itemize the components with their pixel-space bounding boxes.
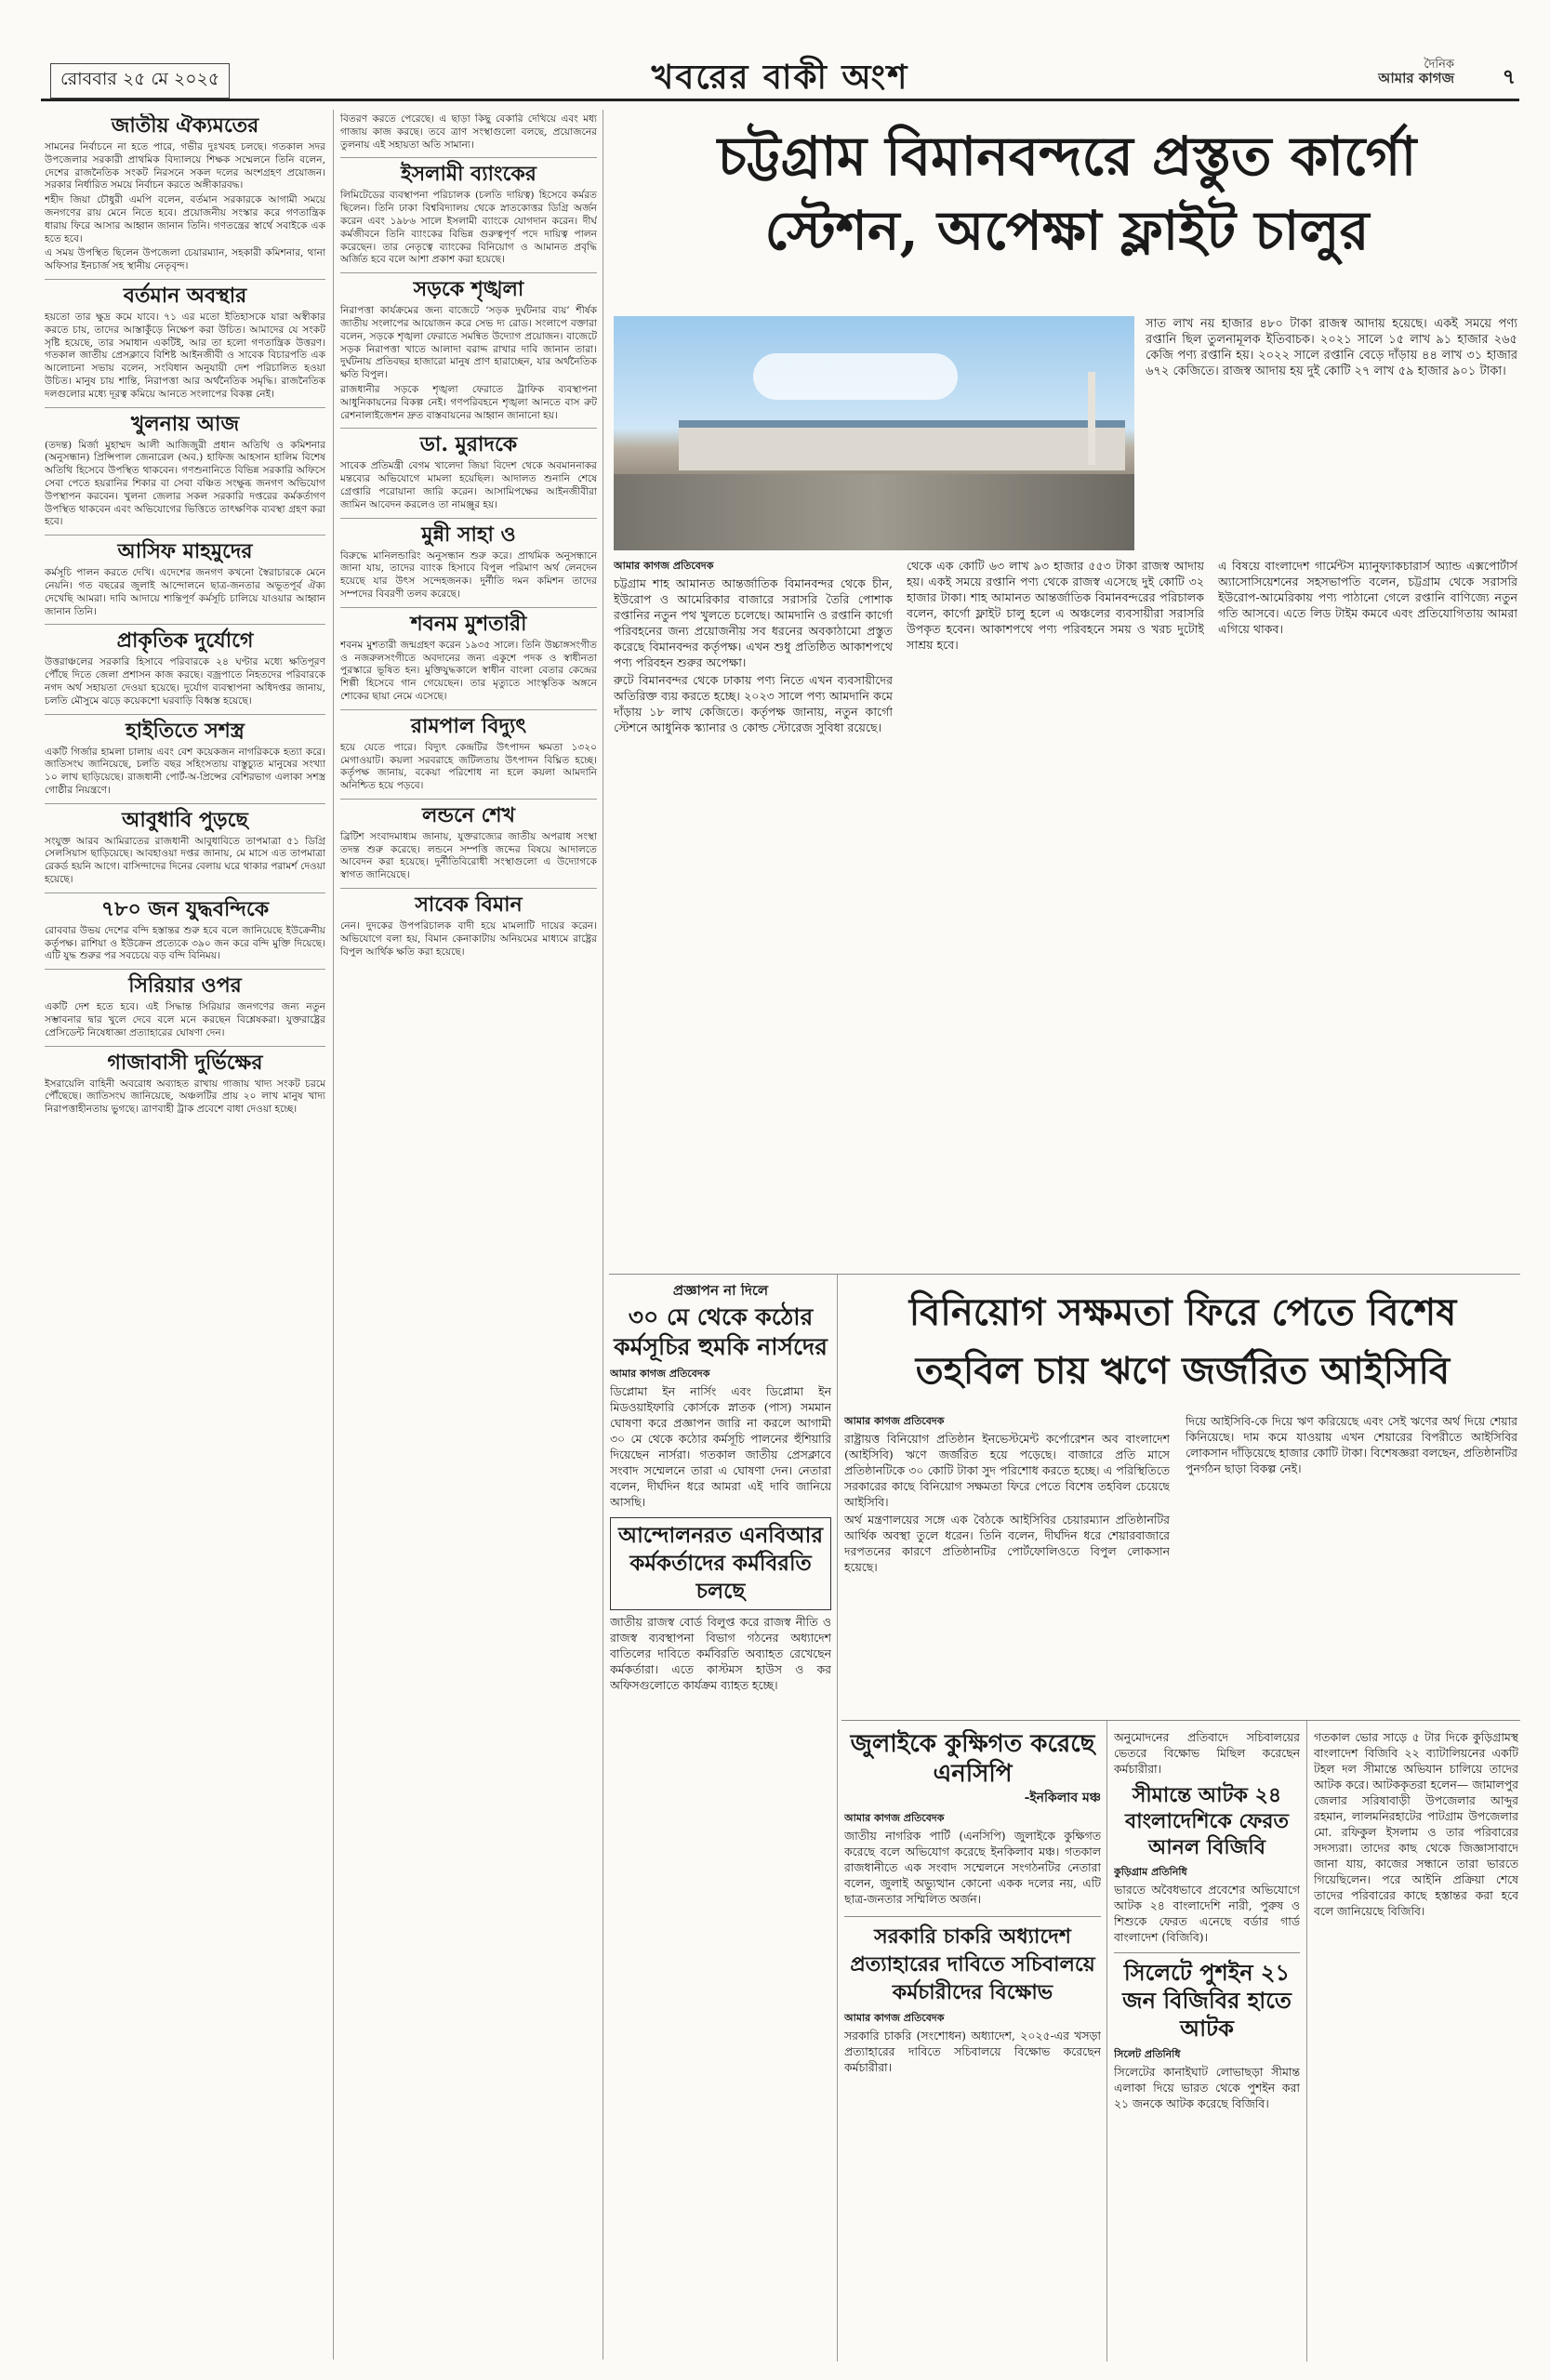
article-text: চট্টগ্রাম শাহ আমানত আন্তর্জাতিক বিমানবন্দর থেকে চীন, ইউরোপ ও আমেরিকার বাজারে সরাসরি তৈরি পোশাক রপ্তানির নতুন পথ খুলতে চলেছে। আমদানি ও রপ্তানি কার্গো পরিবহনের জন্য প্রয়োজনীয় সব ধরনের অবকাঠামো প্রস্তুত করেছে বিমানবন্দর কর্তৃপক্ষ। এখন শুধু প্রতিষ্ঠিত আকাশপথে পণ্য পরিবহন শুরুর অপেক্ষা। bbox=[614, 576, 893, 669]
article-text: নেন। দুদকের উপপরিচালক বাদী হয়ে মামলাটি দায়ের করেন। অভিযোগে বলা হয়, বিমান কেনাকাটায় অনিয়মের মাধ্যমে রাষ্ট্রের বিপুল আর্থিক ক্ষতি করা হয়েছে। bbox=[340, 920, 597, 958]
headline: বর্তমান অবস্থার bbox=[45, 279, 325, 308]
icb-headline-line-1: বিনিয়োগ সক্ষমতা ফিরে পেতে বিশেষ bbox=[908, 1290, 1457, 1334]
article-text: সরকারি চাকরি (সংশোধন) অধ্যাদেশ, ২০২৫-এর খসড়া প্রত্যাহারের দাবিতে সচিবালয়ে বিক্ষোভ করেছেন কর্মচারীরা। bbox=[844, 2029, 1101, 2074]
column-1 bbox=[45, 113, 325, 2354]
page-header bbox=[41, 48, 1519, 101]
column-rule bbox=[1106, 1720, 1107, 2361]
article-text: গতকাল ভোর সাড়ে ৫ টার দিকে কুড়িগ্রামস্থ বাংলাদেশ বিজিবি ২২ ব্যাটালিয়নের একটি টহল দল সীমান্তে অভিযান চালিয়ে তাদের আটক করে। আটককৃতরা হলেন— জামালপুর জেলার সরিষাবাড়ী উপজেলার আব্দুর রহমান, লালমনিরহাটের পাটগ্রাম উপজেলার মো. রফিকুল ইসলাম ও তার পরিবারের সদস্যরা। তাদের কাছ থেকে জিজ্ঞাসাবাদে জানা যায়, কাজের সন্ধানে তারা ভারতে গিয়েছিলেন। পরে আইনি প্রক্রিয়া শেষে তাদের পরিবারের কাছে হস্তান্তর করা হবে বলে জানিয়েছে বিজিবি। bbox=[1314, 1730, 1518, 1918]
column-rule bbox=[1306, 1720, 1307, 2361]
article-text: সামনের নির্বাচনে না হতে পারে, গভীর দুঃখবহ চলছে। গতকাল সদর উপজেলার সরকারী প্রাথমিক বিদ্যালয়ে শিক্ষক সম্মেলনে তিনি বলেন, দেশের রাজনৈতিক সংকট নিরসনে সকল দলের অংশগ্রহণ প্রয়োজন। সরকার নির্ধারিত সময়ে নির্বাচন করতে অঙ্গীকারবদ্ধ। bbox=[45, 141, 325, 192]
cargo-text-b bbox=[907, 558, 1204, 1264]
article-text: কর্মসূচি পালন করতে দেখি। এদেশের জনগণ কখনো স্বৈরাচারকে মেনে নেয়নি। গত বছরের জুলাই আন্দোলনে ছাত্র-জনতার অভূতপূর্ব ঐক্য দেখেছি আমরা। দাবি আদায়ে শান্তিপূর্ণ কর্মসূচি চালিয়ে যাওয়ার আহ্বান জানান তিনি। bbox=[45, 567, 325, 617]
section-title: খবরের বাকী অংশ bbox=[651, 58, 909, 97]
headline: ইসলামী ব্যাংকের bbox=[340, 157, 597, 186]
article-text: এ বিষয়ে বাংলাদেশ গার্মেন্টস ম্যানুফ্যাকচারার্স অ্যান্ড এক্সপোর্টার্স অ্যাসোসিয়েশনের সহসভাপতি বলেন, চট্টগ্রাম থেকে সরাসরি ইউরোপ-আমেরিকায় পণ্য পাঠানো গেলে রপ্তানি বাণিজ্যে নতুন গতি আসবে। এতে লিড টাইম কমবে এবং প্রতিযোগিতায় আমরা এগিয়ে থাকব। bbox=[1218, 559, 1517, 636]
headline: সিরিয়ার ওপর bbox=[45, 969, 325, 998]
headline: আসিফ মাহমুদের bbox=[45, 535, 325, 563]
section-rule bbox=[841, 1720, 1520, 1721]
headline: মুন্নী সাহা ও bbox=[340, 518, 597, 547]
cargo-text-right bbox=[1146, 316, 1517, 549]
bgb-column bbox=[1114, 1729, 1300, 2352]
headline: সড়কে শৃঙ্খলা bbox=[340, 272, 597, 301]
headline: প্রাকৃতিক দুর্যোগে bbox=[45, 624, 325, 653]
article-text: লিমিটেডের ব্যবস্থাপনা পরিচালক (চলতি দায়িত্ব) হিসেবে কর্মরত ছিলেন। তিনি ঢাকা বিশ্ববিদ্যালয় থেকে স্নাতকোত্তর ডিগ্রি অর্জন করেন এবং ১৯৮৬ সালে ইসলামী ব্যাংকে যোগদান করেন। দীর্ঘ কর্মজীবনে তিনি ব্যাংকের বিভিন্ন গুরুত্বপূর্ণ পদে দায়িত্ব পালন করেছেন। তার নেতৃত্বে ব্যাংকের বিনিয়োগ ও আমানত প্রবৃদ্ধি অর্জিত হবে বলে আশা প্রকাশ করা হয়েছে। bbox=[340, 190, 597, 266]
column-rule bbox=[333, 110, 334, 2360]
cargo-text-c bbox=[1218, 558, 1517, 1264]
sub-headline: -ইনকিলাব মঞ্চ bbox=[1024, 1791, 1101, 1805]
issue-date: রোববার ২৫ মে ২০২৫ bbox=[50, 63, 230, 99]
byline: আমার কাগজ প্রতিবেদক bbox=[614, 560, 714, 572]
article-text: একটি গির্জার হামলা চালায় এবং বেশ কয়েকজন নাগরিককে হত্যা করে। জাতিসংঘ জানিয়েছে, চলতি বছর সহিংসতায় বাস্তুচ্যুত মানুষের সংখ্যা ১০ লাখ ছাড়িয়েছে। রাজধানী পোর্ট-অ-প্রিন্সের বেশিরভাগ এলাকা সশস্ত্র গোষ্ঠীর নিয়ন্ত্রণে। bbox=[45, 746, 325, 796]
kicker: প্রজ্ঞাপন না দিলে bbox=[672, 1283, 769, 1299]
article-text: রাষ্ট্রায়ত্ত বিনিয়োগ প্রতিষ্ঠান ইনভেস্টমেন্ট কর্পোরেশন অব বাংলাদেশ (আইসিবি) ঋণে জর্জরিত হয়ে পড়েছে। বাজারে প্রতি মাসে প্রতিষ্ঠানটিকে ৩০ কোটি টাকা সুদ পরিশোধ করতে হচ্ছে। এ পরিস্থিতিতে সরকারের কাছে বিনিয়োগ সক্ষমতা ফিরে পেতে বিশেষ তহবিল চেয়েছে আইসিবি। bbox=[844, 1432, 1170, 1509]
headline: লন্ডনে শেখ bbox=[340, 799, 597, 827]
right-column bbox=[1314, 1729, 1518, 2352]
column-2 bbox=[340, 113, 597, 2354]
article-text: সাত লাখ নয় হাজার ৪৮০ টাকা রাজস্ব আদায় হয়েছে। একই সময়ে পণ্য রপ্তানি ছিল তুলনামূলক ইতিবাচক। ২০২১ সালে ১৫ লাখ ৯১ হাজার ২৬৫ কেজি পণ্য রপ্তানি হয়। ২০২২ সালে রপ্তানি বেড়ে দাঁড়ায় ৪৪ লাখ ৩১ হাজার ৬৭২ কেজিতে। রাজস্ব আদায় হয় দুই কোটি ২৭ লাখ ৫৯ হাজার ৯০১ টাকা। bbox=[1146, 317, 1517, 378]
article-text: রাজধানীর সড়কে শৃঙ্খলা ফেরাতে ট্রাফিক ব্যবস্থাপনা আধুনিকায়নের বিকল্প নেই। গণপরিবহনে শৃঙ্খলা আনতে বাস রুট রেশনালাইজেশন দ্রুত বাস্তবায়নের আহ্বান জানানো হয়। bbox=[340, 383, 597, 421]
article-text: বিরুদ্ধে মানিলন্ডারিং অনুসন্ধান শুরু করে। প্রাথমিক অনুসন্ধানে জানা যায়, তাদের ব্যাংক হিসাবে বিপুল পরিমাণ অর্থ লেনদেন হয়েছে যার উৎস সন্দেহজনক। দুর্নীতি দমন কমিশন তাদের সম্পদের বিবরণী তলব করেছে। bbox=[340, 549, 597, 600]
article-text: জাতীয় রাজস্ব বোর্ড বিলুপ্ত করে রাজস্ব নীতি ও রাজস্ব ব্যবস্থাপনা বিভাগ গঠনের অধ্যাদেশ বাতিলের দাবিতে কর্মবিরতি অব্যাহত রেখেছেন কর্মকর্তারা। এতে কাস্টমস হাউস ও কর অফিসগুলোতে কার্যক্রম ব্যাহত হচ্ছে। bbox=[610, 1615, 831, 1692]
headline: সরকারি চাকরি অধ্যাদেশ প্রত্যাহারের দাবিতে সচিবালয়ে কর্মচারীদের বিক্ষোভ bbox=[844, 1916, 1101, 2006]
nurses-column bbox=[610, 1283, 831, 2352]
article-text: দিয়ে আইসিবি-কে দিয়ে ঋণ করিয়েছে এবং সেই ঋণের অর্থ দিয়ে শেয়ার কিনিয়েছে। দাম কমে যাওয়ায় এখন শেয়ারের বিপরীতে আইসিবির লোকসান দাঁড়িয়েছে হাজার কোটি টাকা। বিশেষজ্ঞরা বলছেন, প্রতিষ্ঠানটির পুনর্গঠন ছাড়া বিকল্প নেই। bbox=[1186, 1414, 1517, 1475]
ncp-column bbox=[844, 1729, 1101, 2352]
byline: আমার কাগজ প্রতিবেদক bbox=[844, 1415, 945, 1427]
article-text: রোববার উভয় দেশের বন্দি হস্তান্তর শুরু হবে বলে জানিয়েছে ইউক্রেনীয় কর্তৃপক্ষ। রাশিয়া ও ইউক্রেন প্রত্যেকে ৩৯০ জন করে বন্দি মুক্তি দিয়েছে। এটি যুদ্ধ শুরুর পর সবচেয়ে বড় বন্দি বিনিময়। bbox=[45, 924, 325, 962]
article-text: এ সময় উপস্থিত ছিলেন উপজেলা চেয়ারম্যান, সহকারী কমিশনার, থানা অফিসার ইনচার্জ সহ স্থানীয় নেতৃবৃন্দ। bbox=[45, 247, 325, 272]
headline: সিলেটে পুশইন ২১ জন বিজিবির হাতে আটক bbox=[1114, 1952, 1300, 2043]
icb-text-a bbox=[844, 1413, 1170, 1715]
column-rule bbox=[837, 1274, 838, 2361]
cargo-text-a bbox=[614, 558, 893, 1264]
byline: আমার কাগজ প্রতিবেদক bbox=[844, 1812, 945, 1824]
lamp-post-shape bbox=[1088, 372, 1095, 465]
article-text: একটি দেশ হতে হবে। এই সিদ্ধান্ত সিরিয়ার জনগণের জন্য নতুন সম্ভাবনার দ্বার খুলে দেবে বলে মনে করছেন বিশ্লেষকরা। যুক্তরাষ্ট্রের প্রেসিডেন্ট নিষেধাজ্ঞা প্রত্যাহারের ঘোষণা দেন। bbox=[45, 1001, 325, 1038]
section-rule bbox=[609, 1274, 1520, 1275]
headline: আবুধাবি পুড়ছে bbox=[45, 803, 325, 832]
article-text: শবনম মুশতারী জন্মগ্রহণ করেন ১৯৩৫ সালে। তিনি উচ্চাঙ্গসংগীত ও নজরুলসংগীতে অবদানের জন্য একুশে পদক ও স্বাধীনতা পুরস্কারে ভূষিত হন। মুক্তিযুদ্ধকালে স্বাধীন বাংলা বেতার কেন্দ্রের শিল্পী হিসেবে গান গেয়েছেন। তার মৃত্যুতে সাংস্কৃতিক অঙ্গনে শোকের ছায়া নেমে এসেছে। bbox=[340, 639, 597, 702]
article-text: উত্তরাঞ্চলের সরকারি হিসাবে পরিবারকে ২৪ ঘণ্টার মধ্যে ক্ষতিপূরণ পৌঁছে দিতে জেলা প্রশাসন কাজ করছে। বজ্রপাতে নিহতদের পরিবারকে নগদ অর্থ সহায়তা দেওয়া হয়েছে। দুর্যোগ ব্যবস্থাপনা অধিদপ্তর জানায়, চলতি মৌসুমে ঝড়ে কয়েকশো ঘরবাড়ি বিধ্বস্ত হয়েছে। bbox=[45, 656, 325, 707]
headline: গাজাবাসী দুর্ভিক্ষের bbox=[45, 1046, 325, 1075]
byline: আমার কাগজ প্রতিবেদক bbox=[844, 2012, 945, 2024]
lead-headline-line-2: স্টেশন, অপেক্ষা ফ্লাইট চালুর bbox=[764, 199, 1370, 262]
article-text: ইসরায়েলি বাহিনী অবরোধ অব্যাহত রাখায় গাজায় খাদ্য সংকট চরমে পৌঁছেছে। জাতিসংঘ জানিয়েছে, অঞ্চলটির প্রায় ২০ লাখ মানুষ খাদ্য নিরাপত্তাহীনতায় ভুগছে। ত্রাণবাহী ট্রাক প্রবেশে বাধা দেওয়া হচ্ছে। bbox=[45, 1078, 325, 1116]
headline: ডা. মুরাদকে bbox=[340, 428, 597, 456]
headline: রামপাল বিদ্যুৎ bbox=[340, 709, 597, 738]
byline: সিলেট প্রতিনিধি bbox=[1114, 2048, 1181, 2060]
article-text: ডিপ্লোমা ইন নার্সিং এবং ডিপ্লোমা ইন মিডওয়াইফারি কোর্সকে স্নাতক (পাস) সমমান ঘোষণা করে প্রজ্ঞাপন জারি না করলে আগামী ৩০ মে থেকে কঠোর কর্মসূচি পালনের হুঁশিয়ারি দিয়েছেন নার্সরা। গতকাল জাতীয় প্রেসক্লাবে সংবাদ সম্মেলনে তারা এ ঘোষণা দেন। নেতারা বলেন, দীর্ঘদিন ধরে আমরা এই দাবি জানিয়ে আসছি। bbox=[610, 1384, 831, 1509]
page-number: ৭ bbox=[1502, 65, 1516, 89]
article-text: থেকে এক কোটি ৬৩ লাখ ৯৩ হাজার ৫৫৩ টাকা রাজস্ব আদায় হয়। একই সময়ে রপ্তানি পণ্য থেকে রাজস্ব এসেছে দুই কোটি ৩২ হাজার টাকা। শাহ আমানত আন্তর্জাতিক বিমানবন্দরের পরিচালক বলেন, কার্গো ফ্লাইট চালু হলে এ অঞ্চলের ব্যবসায়ীরা সরাসরি উপকৃত হবেন। আকাশপথে পণ্য পরিবহনে সময় ও খরচ দুটোই সাশ্রয় হবে। bbox=[907, 559, 1204, 652]
byline: আমার কাগজ প্রতিবেদক bbox=[610, 1368, 710, 1380]
icb-headline-line-2: তহবিল চায় ঋণে জর্জরিত আইসিবি bbox=[915, 1349, 1451, 1393]
cloud-shape bbox=[753, 353, 958, 400]
article-text: সাবেক প্রতিমন্ত্রী বেগম খালেদা জিয়া বিদেশ থেকে অবমাননাকর মন্তব্যের অভিযোগে মামলা হয়েছিল। আদালত শুনানি শেষে গ্রেপ্তারি পরোয়ানা জারি করেন। আসামিপক্ষের আইনজীবীরা জামিন আবেদন করলেও তা নামঞ্জুর হয়। bbox=[340, 460, 597, 510]
airport-cargo-photo bbox=[614, 316, 1134, 550]
headline: শবনম মুশতারী bbox=[340, 607, 597, 636]
headline: ৭৮০ জন যুদ্ধবন্দিকে bbox=[45, 892, 325, 921]
icb-text-b bbox=[1186, 1413, 1517, 1715]
apron-road bbox=[614, 474, 1134, 550]
article-text: ভারতে অবৈধভাবে প্রবেশের অভিযোগে আটক ২৪ বাংলাদেশি নারী, পুরুষ ও শিশুকে ফেরত এনেছে বর্ডার গার্ড বাংলাদেশ (বিজিবি)। bbox=[1114, 1883, 1300, 1944]
article-text: রুটে বিমানবন্দর থেকে ঢাকায় পণ্য নিতে এখন ব্যবসায়ীদের অতিরিক্ত ব্যয় করতে হচ্ছে। ২০২৩ সালে পণ্য আমদানি কমে দাঁড়ায় ১৮ লাখ কেজিতে। কর্তৃপক্ষ জানায়, নতুন কার্গো স্টেশনে আধুনিক স্ক্যানার ও কোল্ড স্টোরেজ সুবিধা রয়েছে। bbox=[614, 673, 893, 734]
headline: খুলনায় আজ bbox=[45, 407, 325, 436]
article-text: নিরাপত্তা কার্যক্রমের জন্য বাজেটে ‘সড়ক দুর্ঘটনার ব্যয়’ শীর্ষক জাতীয় সংলাপের আয়োজন করে সেভ দ্য রোড। সংলাপে বক্তারা বলেন, সড়কে শৃঙ্খলা ফেরাতে সমন্বিত উদ্যোগ প্রয়োজন। বাজেটে সড়ক নিরাপত্তা খাতে আলাদা বরাদ্দ রাখার দাবি জানান তারা। দুর্ঘটনায় প্রতিবছর হাজারো মানুষ প্রাণ হারাচ্ছেন, যার অর্থনৈতিক ক্ষতি বিপুল। bbox=[340, 305, 597, 381]
newspaper-logo: দৈনিক আমার কাগজ bbox=[1378, 58, 1454, 86]
article-text: (তদন্ত) মির্জা মুহাম্মদ আলী আজিজুরী প্রধান অতিথি ও কমিশনার (অনুসন্ধান) প্রিন্সিপাল জেনারেল (অব.) হাফিজ আহসান হালিম বিশেষ অতিথি হিসেবে উপস্থিত থাকবেন। গণশুনানিতে বিভিন্ন সরকারি অফিসে সেবা পেতে হয়রানির শিকার বা সেবা বঞ্চিত সংক্ষুব্ধ জনগণ অভিযোগ উপস্থাপন করবেন। খুলনা জেলার সকল সরকারি দপ্তরের কর্মকর্তাগণ উপস্থিত থাকবেন এবং অভিযোগের ভিত্তিতে তাৎক্ষণিক ব্যবস্থা গ্রহণ করা হবে। bbox=[45, 439, 325, 528]
headline: সাবেক বিমান bbox=[340, 888, 597, 917]
headline: জুলাইকে কুক্ষিগত করেছে এনসিপি bbox=[850, 1730, 1095, 1788]
article-text: শহীদ জিয়া চৌধুরী এমপি বলেন, বর্তমান সরকারকে আগামী সময়ে জনগণের রায় মেনে নিতে হবে। প্রয়োজনীয় সংস্কার করে গণতান্ত্রিক ধারায় ফিরে আসার আহ্বান জানান তিনি। গণতন্ত্রের স্বার্থে সবাইকে এক হতে হবে। bbox=[45, 194, 325, 245]
article-text: সিলেটের কানাইঘাট লোভাছড়া সীমান্ত এলাকা দিয়ে ভারত থেকে পুশইন করা ২১ জনকে আটক করেছে বিজিবি। bbox=[1114, 2065, 1300, 2110]
headline: সীমান্তে আটক ২৪ বাংলাদেশিকে ফেরত আনল বিজিবি bbox=[1124, 1783, 1290, 1859]
headline: আন্দোলনরত এনবিআর কর্মকর্তাদের কর্মবিরতি চলছে bbox=[610, 1517, 831, 1610]
headline: জাতীয় ঐক্যমতের bbox=[111, 113, 259, 138]
article-text: জাতীয় নাগরিক পার্টি (এনসিপি) জুলাইকে কুক্ষিগত করেছে বলে অভিযোগ করেছে ইনকিলাব মঞ্চ। গতকাল রাজধানীতে এক সংবাদ সম্মেলনে সংগঠনটির নেতারা বলেন, জুলাই অভ্যুত্থান কোনো একক দলের নয়, এটি ছাত্র-জনতার সম্মিলিত অর্জন। bbox=[844, 1829, 1101, 1906]
article-text: অর্থ মন্ত্রণালয়ের সঙ্গে এক বৈঠকে আইসিবির চেয়ারম্যান প্রতিষ্ঠানটির আর্থিক অবস্থা তুলে ধরেন। তিনি বলেন, দীর্ঘদিন ধরে শেয়ারবাজারে দরপতনের কারণে প্রতিষ্ঠানটির পোর্টফোলিওতে বিপুল লোকসান হয়েছে। bbox=[844, 1513, 1170, 1574]
headline: হাইতিতে সশস্ত্র bbox=[45, 714, 325, 743]
article-text: হয়ে যেতে পারে। বিদ্যুৎ কেন্দ্রটির উৎপাদন ক্ষমতা ১৩২০ মেগাওয়াট। কয়লা সরবরাহে জটিলতায় উৎপাদন বিঘ্নিত হচ্ছে। কর্তৃপক্ষ জানায়, বকেয়া পরিশোধ না হলে কয়লা আমদানি অনিশ্চিত হয়ে পড়বে। bbox=[340, 741, 597, 792]
article-text: বিতরণ করতে পেরেছে। এ ছাড়া কিছু বেকারি দেখিয়ে এবং মধ্য গাজায় কাজ করছে। তবে ত্রাণ সংস্থাগুলো বলছে, প্রয়োজনের তুলনায় এই সহায়তা অতি সামান্য। bbox=[340, 113, 597, 151]
article-text: ব্রিটিশ সংবাদমাধ্যম জানায়, যুক্তরাজ্যের জাতীয় অপরাধ সংস্থা তদন্ত শুরু করেছে। লন্ডনে সম্পত্তি জব্দের বিষয়ে আদালতে আবেদন করা হয়েছে। দুর্নীতিবিরোধী সংস্থাগুলো এ উদ্যোগকে স্বাগত জানিয়েছে। bbox=[340, 830, 597, 881]
article-text: সংযুক্ত আরব আমিরাতের রাজধানী আবুধাবিতে তাপমাত্রা ৫১ ডিগ্রি সেলসিয়াস ছাড়িয়েছে। আবহাওয়া দপ্তর জানায়, মে মাসে এত তাপমাত্রা রেকর্ড হয়নি আগে। বাসিন্দাদের দিনের বেলায় ঘরে থাকার পরামর্শ দেওয়া হয়েছে। bbox=[45, 835, 325, 886]
headline: ৩০ মে থেকে কঠোর কর্মসূচির হুমকি নার্সদের bbox=[614, 1303, 828, 1360]
byline: কুড়িগ্রাম প্রতিনিধি bbox=[1114, 1866, 1187, 1878]
article-text: হয়তো তার ক্ষুদ্র কমে যাবে। ৭১ এর মতো ইতিহাসকে যারা অস্বীকার করতে চায়, তাদের আস্তাকুঁড়ে নিক্ষেপ করা উচিত। আমাদের যে সংকট সৃষ্টি হয়েছে, তার সমাধান একটিই, আর তা হলো গণতান্ত্রিক উত্তরণ। গতকাল জাতীয় প্রেসক্লাবে বিশিষ্ট আইনজীবী ও সাবেক বিচারপতি এক আলোচনা সভায় বলেন, সংবিধান অনুযায়ী দেশ পরিচালিত হওয়া উচিত। মানুষ চায় শান্তি, নিরাপত্তা আর অর্থনৈতিক সমৃদ্ধি। রাজনৈতিক দলগুলোর মধ্যে দূরত্ব কমিয়ে আনতে সংলাপের বিকল্প নেই। bbox=[45, 311, 325, 400]
cargo-terminal-building bbox=[679, 420, 1125, 470]
lead-headline-line-1: চট্টগ্রাম বিমানবন্দরে প্রস্তুত কার্গো bbox=[717, 125, 1417, 188]
article-text: অনুমোদনের প্রতিবাদে সচিবালয়ের ভেতরে বিক্ষোভ মিছিল করেছেন কর্মচারীরা। bbox=[1114, 1730, 1300, 1776]
